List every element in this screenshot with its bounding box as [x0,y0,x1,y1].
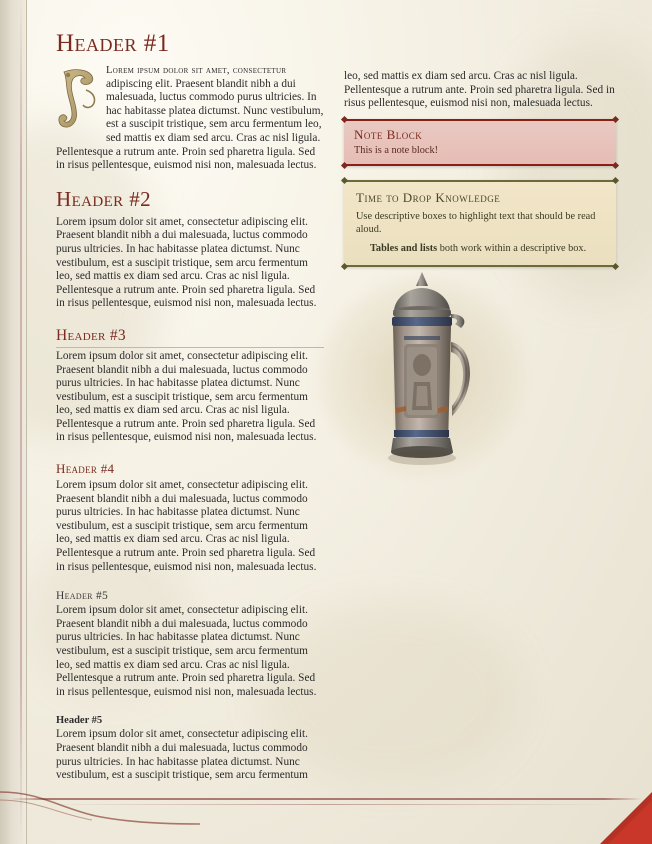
descriptive-block-title: Time to Drop Knowledge [356,189,501,205]
intro-paragraph-rest: adipiscing elit. Praesent blandit nibh a dui malesuada, luctus commodo purus ultricies. In hac habitasse platea dictumst. Nunc vestibulum, est a suscipit tristique, sem arcu fermentum leo, sed mattis ex diam sed arcu. Cras ac nisl ligula. Pellentesque a rutrum ante. Proin sed pharetra ligula. Sed in risus pellentesque, euismod nisi non, malesuada lectus. [56,77,324,172]
left-decorative-border [0,0,27,844]
note-block [344,119,616,166]
descriptive-block-bold: Tables and lists [370,242,438,254]
descriptive-corner-icon [341,177,348,184]
right-column [344,70,616,267]
section-heading-2: Header #2 [56,186,152,211]
page-title: Header #1 [56,30,170,57]
section-heading-5: Header #5 [56,590,109,603]
descriptive-block-text-2 [356,242,604,255]
note-block-text: This is a note block! [354,144,439,156]
descriptive-corner-icon [612,263,619,270]
descriptive-corner-icon [612,177,619,184]
note-corner-icon [612,162,619,169]
section-body-6: Lorem ipsum dolor sit amet, consectetur adipiscing elit. Praesent blandit nibh a dui malesuada, luctus commodo purus ultricies. In hac habitasse platea dictumst. Nunc vestibulum, est a suscipit tristique, sem arcu fermentum [56,728,308,782]
intro-paragraph-block [56,64,324,173]
intro-lead-smallcaps: Lorem ipsum dolor sit amet, consectetur [106,65,287,76]
left-column [56,30,324,791]
section-heading-3: Header #3 [56,327,324,348]
descriptive-block-text: Use descriptive boxes to highlight text that should be read aloud. [356,210,596,235]
descriptive-block-rest: both work within a descriptive box. [437,242,587,254]
section-body-5: Lorem ipsum dolor sit amet, consectetur adipiscing elit. Praesent blandit nibh a dui malesuada, luctus commodo purus ultricies. In hac habitasse platea dictumst. Nunc vestibulum, est a suscipit tristique, sem arcu fermentum leo, sed mattis ex diam sed arcu. Cras ac nisl ligula. Pellentesque a rutrum ante. Proin sed pharetra ligula. Sed in risus pellentesque, euismod nisi non, malesuada lectus. [56,604,317,698]
note-block-title: Note Block [354,126,423,142]
section-heading-4: Header #4 [56,461,115,477]
descriptive-block [344,180,616,267]
section-heading-6: Header #5 [56,715,103,727]
note-corner-icon [341,162,348,169]
footer-corner-icon [600,792,652,844]
footer-flourish-icon [0,786,200,826]
section-body-4: Lorem ipsum dolor sit amet, consectetur adipiscing elit. Praesent blandit nibh a dui malesuada, luctus commodo purus ultricies. In hac habitasse platea dictumst. Nunc vestibulum, est a suscipit tristique, sem arcu fermentum leo, sed mattis ex diam sed arcu. Cras ac nisl ligula. Pellentesque a rutrum ante. Proin sed pharetra ligula. Sed in risus pellentesque, euismod nisi non, malesuada lectus. [56,479,317,573]
drop-cap-icon [56,66,100,132]
note-corner-icon [341,116,348,123]
continued-paragraph: leo, sed mattis ex diam sed arcu. Cras ac nisl ligula. Pellentesque a rutrum ante. Proin sed pharetra ligula. Sed in risus pellentesque, euismod nisi non, malesuada lectus. [344,70,615,110]
section-body-2: Lorem ipsum dolor sit amet, consectetur adipiscing elit. Praesent blandit nibh a dui malesuada, luctus commodo purus ultricies. In hac habitasse platea dictumst. Nunc vestibulum, est a suscipit tristique, sem arcu fermentum leo, sed mattis ex diam sed arcu. Cras ac nisl ligula. Pellentesque a rutrum ante. Proin sed pharetra ligula. Sed in risus pellentesque, euismod nisi non, malesuada lectus. [56,215,317,310]
section-body-3: Lorem ipsum dolor sit amet, consectetur adipiscing elit. Praesent blandit nibh a dui malesuada, luctus commodo purus ultricies. In hac habitasse platea dictumst. Nunc vestibulum, est a suscipit tristique, sem arcu fermentum leo, sed mattis ex diam sed arcu. Cras ac nisl ligula. Pellentesque a rutrum ante. Proin sed pharetra ligula. Sed in risus pellentesque, euismod nisi non, malesuada lectus. [56,349,317,444]
illustration-area [288,262,560,492]
note-corner-icon [612,116,619,123]
beer-stein-icon [360,270,490,490]
